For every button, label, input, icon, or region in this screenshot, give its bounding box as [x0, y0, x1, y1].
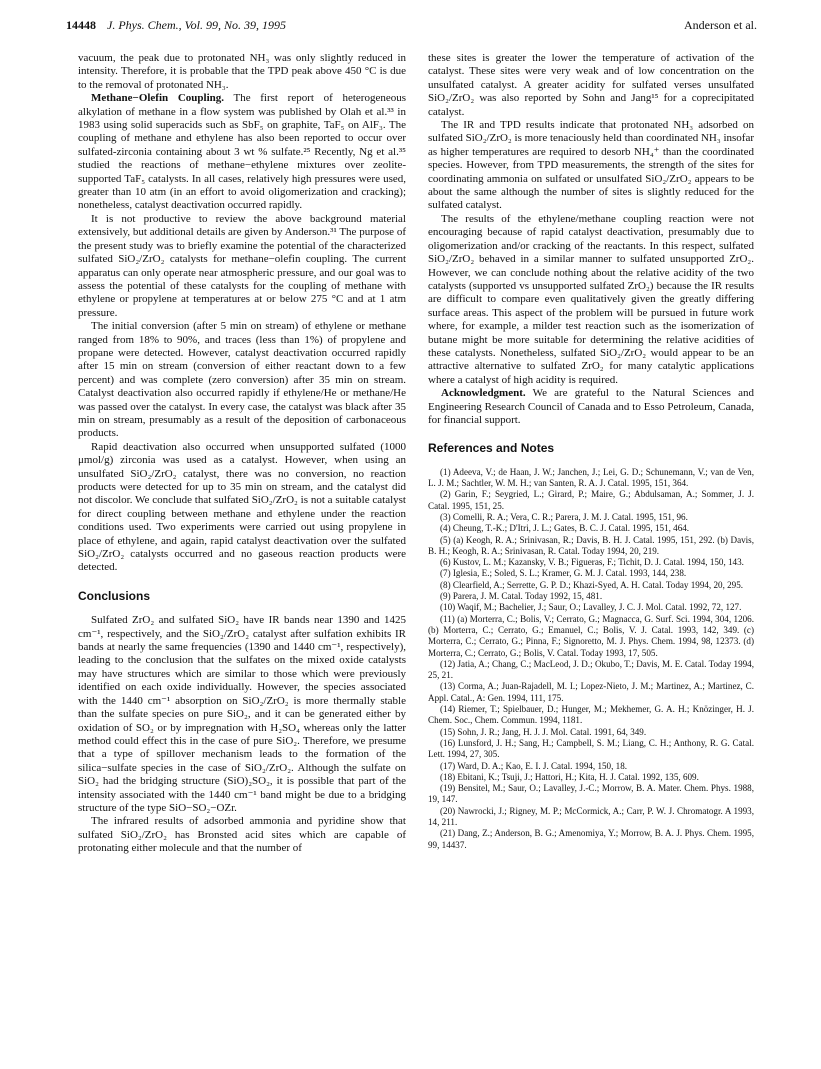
header-left: [66, 18, 286, 33]
acknowledgment: [428, 387, 754, 427]
reference-item: (3) Comelli, R. A.; Vera, C. R.; Parera, J. M. J. Catal. 1995, 151, 96.: [440, 511, 688, 522]
paragraph: The infrared results of adsorbed ammonia and pyridine show that sulfated SiO₂/ZrO₂ has Bronsted acid sites which are capable of protonating either molecule and that the number of: [78, 815, 406, 855]
paragraph: The IR and TPD results indicate that protonated NH₃ adsorbed on sulfated SiO₂/ZrO₂ is more tenaciously held than coordinated NH₃ insofar as higher temperatures are required to desorb NH₄⁺ than the coordinated species. However, from TPD measurements, the strength of the sites for coordinating ammonia on sulfated or unsulfated SiO₂/ZrO₂ appears to be about the same although the number of sites is slightly reduced for the sulfated catalyst.: [428, 119, 754, 212]
right-column: [428, 52, 754, 851]
paragraph: these sites is greater the lower the temperature of activation of the catalyst. These sites were very weak and of low concentration on the unsulfated catalyst. A greater acidity for sulfated verses unsulfated SiO₂/ZrO₂ was also reported by Sohn and Jang¹⁵ for a coprecipitated catalyst.: [428, 52, 754, 118]
paragraph: Rapid deactivation also occurred when unsupported sulfated (1000 μmol/g) zirconia was used as a catalyst. However, when using an unsulfated SiO₂/ZrO₂ catalyst, there was no conversion, no reaction products were detected for up to 35 min on stream, and the catalyst did not discolor. We conclude that sulfated SiO₂/ZrO₂ is not a suitable catalyst for direct coupling between methane and ethylene under the reaction conditions used. Two experiments were carried out using propylene in place of ethylene, and again, rapid catalyst deactivation over the sulfated SiO₂/ZrO₂ catalysts occurred and no gaseous reaction products were detected.: [78, 440, 406, 574]
acknowledgment-text: We are grateful to the Natural Sciences and Engineering Research Council of Canada and to Esso Petroleum, Canada, for financial support.: [428, 387, 754, 426]
paragraph-methane-olefin: [78, 92, 406, 213]
reference-item: (21) Dang, Z.; Anderson, B. G.; Amenomiya, Y.; Morrow, B. A. J. Phys. Chem. 1995, 99, 14437.: [428, 828, 754, 850]
reference-item: (12) Jatia, A.; Chang, C.; MacLeod, J. D.; Okubo, T.; Davis, M. E. Catal. Today 1994, 25, 21.: [428, 658, 754, 681]
reference-item: (10) Waqif, M.; Bachelier, J.; Saur, O.; Lavalley, J. C. J. Mol. Catal. 1992, 72, 127.: [440, 602, 742, 613]
reference-item: (15) Sohn, J. R.; Jang, H. J. J. Mol. Catal. 1991, 64, 349.: [440, 726, 647, 737]
paragraph: The results of the ethylene/methane coupling reaction were not encouraging because of rapid catalyst deactivation, presumably due to oligomerization and/or cracking of the reactants. In this respect, sulfated SiO₂/ZrO₂ behaved in a similar manner to sulfated unsupported ZrO₂. However, we can conclude nothing about the relative acidity of the two catalysts (supported vs unsupported sulfated ZrO₂) because the IR results are difficult to compare even qualitatively given the greatly differing surface areas. This aspect of the problem will be pursued in future work where, for example, a milder test reaction such as the isomerization of butane might be more suitable for determining the relative acidities of these catalysts. Nonetheless, sulfated SiO₂/ZrO₂ would appear to be an attractive alternative to sulfated ZrO₂ for many catalytic applications where a catalyst of high acidity is required.: [428, 212, 754, 386]
reference-item: (7) Iglesia, E.; Soled, S. L.; Kramer, G. M. J. Catal. 1993, 144, 238.: [440, 568, 687, 579]
reference-item: (20) Nawrocki, J.; Rigney, M. P.; McCormick, A.; Carr, P. W. J. Chromatogr. A 1993, 14, 211.: [428, 805, 754, 827]
reference-item: (5) (a) Keogh, R. A.; Srinivasan, R.; Davis, B. H. J. Catal. 1995, 151, 292. (b) Davis, B. H.; Keogh, R. A.; Srinivasan, R. Catal. Today 1994, 20, 219.: [428, 534, 754, 556]
acknowledgment-heading: Acknowledgment.: [441, 387, 526, 400]
reference-item: (18) Ebitani, K.; Tsuji, J.; Hattori, H.; Kita, H. J. Catal. 1992, 135, 609.: [440, 771, 699, 782]
reference-item: (4) Cheung, T.-K.; D'Itri, J. L.; Gates, B. C. J. Catal. 1995, 151, 464.: [440, 523, 690, 534]
paragraph: Sulfated ZrO₂ and sulfated SiO₂ have IR bands near 1390 and 1425 cm⁻¹, respectively, and the SiO₂/ZrO₂ catalyst after sulfation exhibits IR bands at nearly the same frequencies (1390 and 1440 cm⁻¹, respectively), leading to the conclusion that the sulfates on the mixed oxide catalysts may have structures which are similar to those which were previously identified on each oxide individually. However, the species associated with the 1440 cm⁻¹ absorption on SiO₂/ZrO₂ is more thermally stable than the sulfate species on pure SiO₂, and it can be generated either by oxidation of SO₂ or by impregnation with H₂SO₄ whereas only the latter method could effect this in the case of pure SiO₂. Therefore, we presume that a type of spillover mechanism leads to the formation of the silica−sulfate species in the case of SiO₂/ZrO₂. Although the sulfate on SiO₂ had the bridging structure (SiO)₂SO₂, it is possible that part of the intensity associated with the 1440 cm⁻¹ band might be due to a bridging structure of the type SiO−SO₂−OZr.: [78, 614, 406, 814]
reference-list: [428, 467, 754, 851]
conclusions-heading: Conclusions: [78, 588, 151, 603]
reference-item: (11) (a) Morterra, C.; Bolis, V.; Cerrato, G.; Magnacca, G. Surf. Sci. 1994, 304, 1206. (b) Morterra, C.; Cerrato, G.; Emanuel, C.; Bolis, V. J. Catal. 1993, 142, 349. (c) Morterra, C.; Cerrato, G.; Pinna, F.; Signoretto, M. J. Phys. Chem. 1994, 98, 12373. (d) Morterra, C.; Cerrato, G.; Bolis, V. Catal. Today 1993, 17, 505.: [428, 613, 754, 658]
page-number: 14448: [66, 18, 96, 32]
paragraph: vacuum, the peak due to protonated NH₃ was only slightly reduced in intensity. Therefore, it is probable that the TPD peak above 450 °C is due to the removal of protonated NH₃.: [78, 52, 406, 91]
reference-item: (19) Bensitel, M.; Saur, O.; Lavalley, J.-C.; Morrow, B. A. Mater. Chem. Phys. 1988, 19, 147.: [428, 783, 754, 805]
journal-citation: J. Phys. Chem., Vol. 99, No. 39, 1995: [107, 18, 286, 32]
paragraph: It is not productive to review the above background material extensively, but additional details are given by Anderson.³¹ The purpose of the present study was to briefly examine the potential of the characterized sulfated SiO₂/ZrO₂ catalysts for methane−olefin coupling. The current apparatus can only operate near atmospheric pressure, and our goal was to assess the potential of these catalysts for the coupling of methane with ethylene or propylene at temperatures at or below 275 °C and at 1 atm pressure.: [78, 212, 406, 319]
reference-item: (8) Clearfield, A.; Serrette, G. P. D.; Khazi-Syed, A. H. Catal. Today 1994, 20, 295.: [440, 579, 744, 590]
section-runin-heading: Methane−Olefin Coupling.: [91, 92, 224, 105]
reference-item: (2) Garin, F.; Seygried, L.; Girard, P.; Maire, G.; Abdulsaman, A.; Sommer, J. J. Catal. 1995, 151, 25.: [428, 489, 754, 511]
reference-item: (16) Lunsford, J. H.; Sang, H.; Campbell, S. M.; Liang, C. H.; Anthony, R. G. Catal. Lett. 1994, 27, 305.: [428, 737, 754, 760]
paragraph: The initial conversion (after 5 min on stream) of ethylene or methane ranged from 18% to 90%, and traces (less than 1%) of propylene and propane were detected. However, catalyst deactivation occurred rapidly after 15 min on stream (conversion of either reactant down to a few percent) and was complete (zero conversion) after 35 min on stream. Catalyst deactivation also occurred rapidly if ethylene/He or methane/He was passed over the catalyst. In every case, the catalyst was black after 35 min on stream, presumably as a result of the deposition of carbonaceous products.: [78, 320, 406, 440]
left-column: [78, 52, 406, 856]
paragraph-text: The first report of heterogeneous alkylation of methane in a flow system was published by Olah et al.³³ in 1983 using solid superacids such as SbF₅ on graphite, TaF₅ on AlF₃. The coupling of methane and ethylene has also been reported to occur over sulfated-zirconia containing about 3 wt % sulfate.²⁵ Recently, Ng et al.³⁵ studied the reactions of methane−ethylene mixtures over zeolite-supported TaF₅ catalysts. In all cases, relatively high pressures were used, greater than 10 atm (in an effort to avoid oligomerization and cracking); nonetheless, catalyst deactivation occurred rapidly.: [78, 92, 406, 212]
references-heading: References and Notes: [428, 441, 555, 456]
reference-item: (14) Riemer, T.; Spielbauer, D.; Hunger, M.; Mekhemer, G. A. H.; Knözinger, H. J. Chem. Soc., Chem. Commun. 1994, 1181.: [428, 704, 754, 726]
reference-item: (6) Kustov, L. M.; Kazansky, V. B.; Figueras, F.; Tichit, D. J. Catal. 1994, 150, 143.: [440, 557, 744, 568]
header-authors: Anderson et al.: [684, 18, 757, 32]
reference-item: (13) Corma, A.; Juan-Rajadell, M. I.; Lopez-Nieto, J. M.; Martinez, A.; Martinez, C. Appl. Catal., A: Gen. 1994, 111, 175.: [428, 681, 754, 703]
reference-item: (9) Parera, J. M. Catal. Today 1992, 15, 481.: [440, 591, 603, 602]
reference-item: (17) Ward, D. A.; Kao, E. I. J. Catal. 1994, 150, 18.: [440, 760, 628, 771]
running-header: [66, 18, 757, 36]
reference-item: (1) Adeeva, V.; de Haan, J. W.; Janchen, J.; Lei, G. D.; Schunemann, V.; van de Ven, L. J. M.; Sachtler, W. M. H.; van Santen, R. A. J. Catal. 1995, 151, 364.: [428, 466, 754, 489]
